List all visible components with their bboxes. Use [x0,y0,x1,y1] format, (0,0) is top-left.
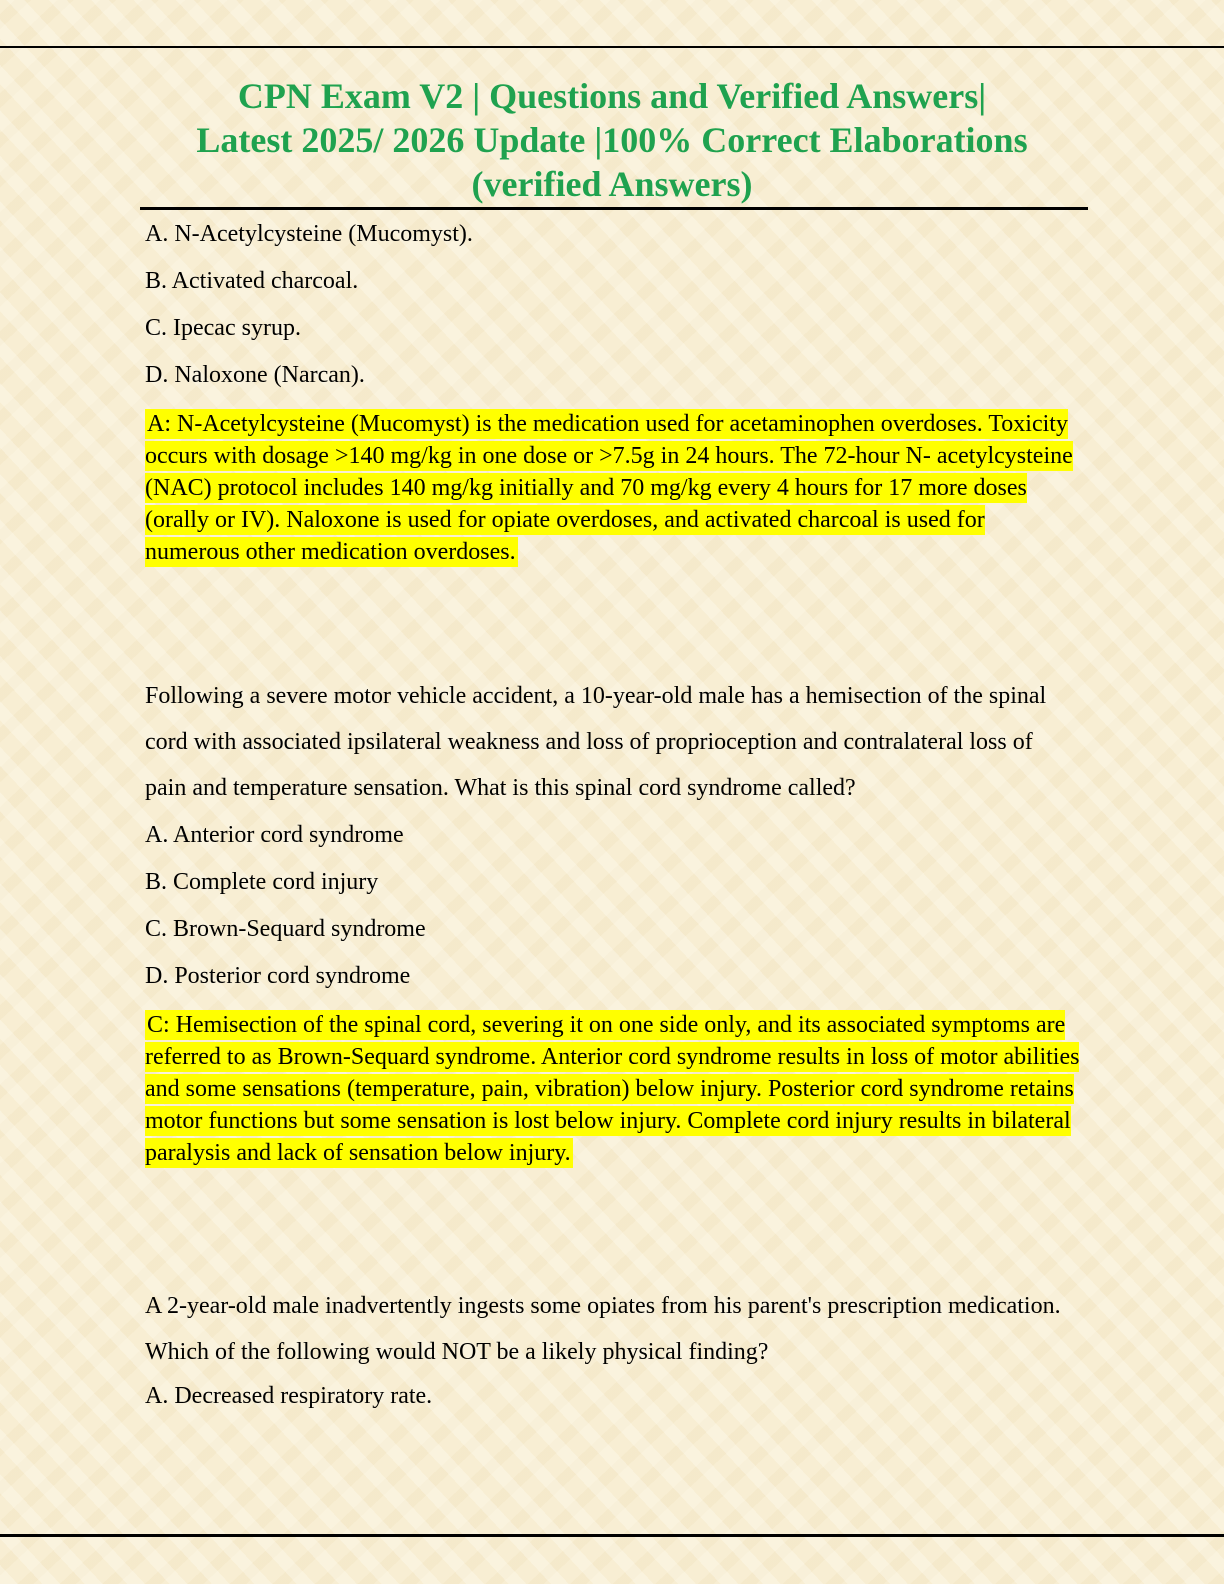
footer-rule [0,1534,1224,1537]
page-title-line-1: CPN Exam V2 | Questions and Verified Answers| [237,76,987,116]
q1-answer-explanation [145,408,1080,568]
q2-option-b: B. Complete cord injury [145,869,379,895]
page-content [145,220,1080,1410]
q1-option-d: D. Naloxone (Narcan). [145,362,365,388]
q2-option-d: D. Posterior cord syndrome [145,963,411,989]
page-title-line-3: (verified Answers) [471,164,753,204]
q2-question-text: Following a severe motor vehicle accident, a 10-year-old male has a hemisection of the spinal cord with associated ipsilateral weakness and loss of proprioception and contralateral loss of pain and temperature sensation. What is this spinal cord syndrome called? [145,683,1047,801]
header-rule [0,46,1224,48]
q1-highlighted-text: A: N-Acetylcysteine (Mucomyst) is the medication used for acetaminophen overdoses. Toxicity occurs with dosage >140 mg/kg in one dose or >7.5g in 24 hours. The 72-hour N- acetylcysteine (NAC) protocol includes 140 mg/kg initially and 70 mg/kg every 4 hours for 17 more doses (orally or IV). Naloxone is used for opiate overdoses, and activated charcoal is used for numerous other medication overdoses. [145,411,1073,565]
q2-highlighted-text: C: Hemisection of the spinal cord, severing it on one side only, and its associated symptoms are referred to as Brown-Sequard syndrome. Anterior cord syndrome results in loss of motor abilities and some sensations (temperature, pain, vibration) below injury. Posterior cord syndrome retains motor functions but some sensation is lost below injury. Complete cord injury results in bilateral paralysis and lack of sensation below injury. [145,1012,1080,1166]
q3-question-text: A 2-year-old male inadvertently ingests some opiates from his parent's prescription medication. Which of the following would NOT be a likely physical finding? [145,1293,1061,1365]
page-title-line-2: Latest 2025/ 2026 Update |100% Correct Elaborations [196,120,1028,160]
q1-option-b: B. Activated charcoal. [145,268,359,294]
q2-option-a: A. Anterior cord syndrome [145,822,404,848]
page-title [90,74,1134,206]
title-underline [140,207,1088,210]
q1-option-c: C. Ipecac syrup. [145,315,301,341]
q3-option-a: A. Decreased respiratory rate. [145,1383,433,1409]
q1-option-a: A. N-Acetylcysteine (Mucomyst). [145,221,473,247]
q2-option-c: C. Brown-Sequard syndrome [145,916,426,942]
q2-answer-explanation [145,1009,1080,1169]
